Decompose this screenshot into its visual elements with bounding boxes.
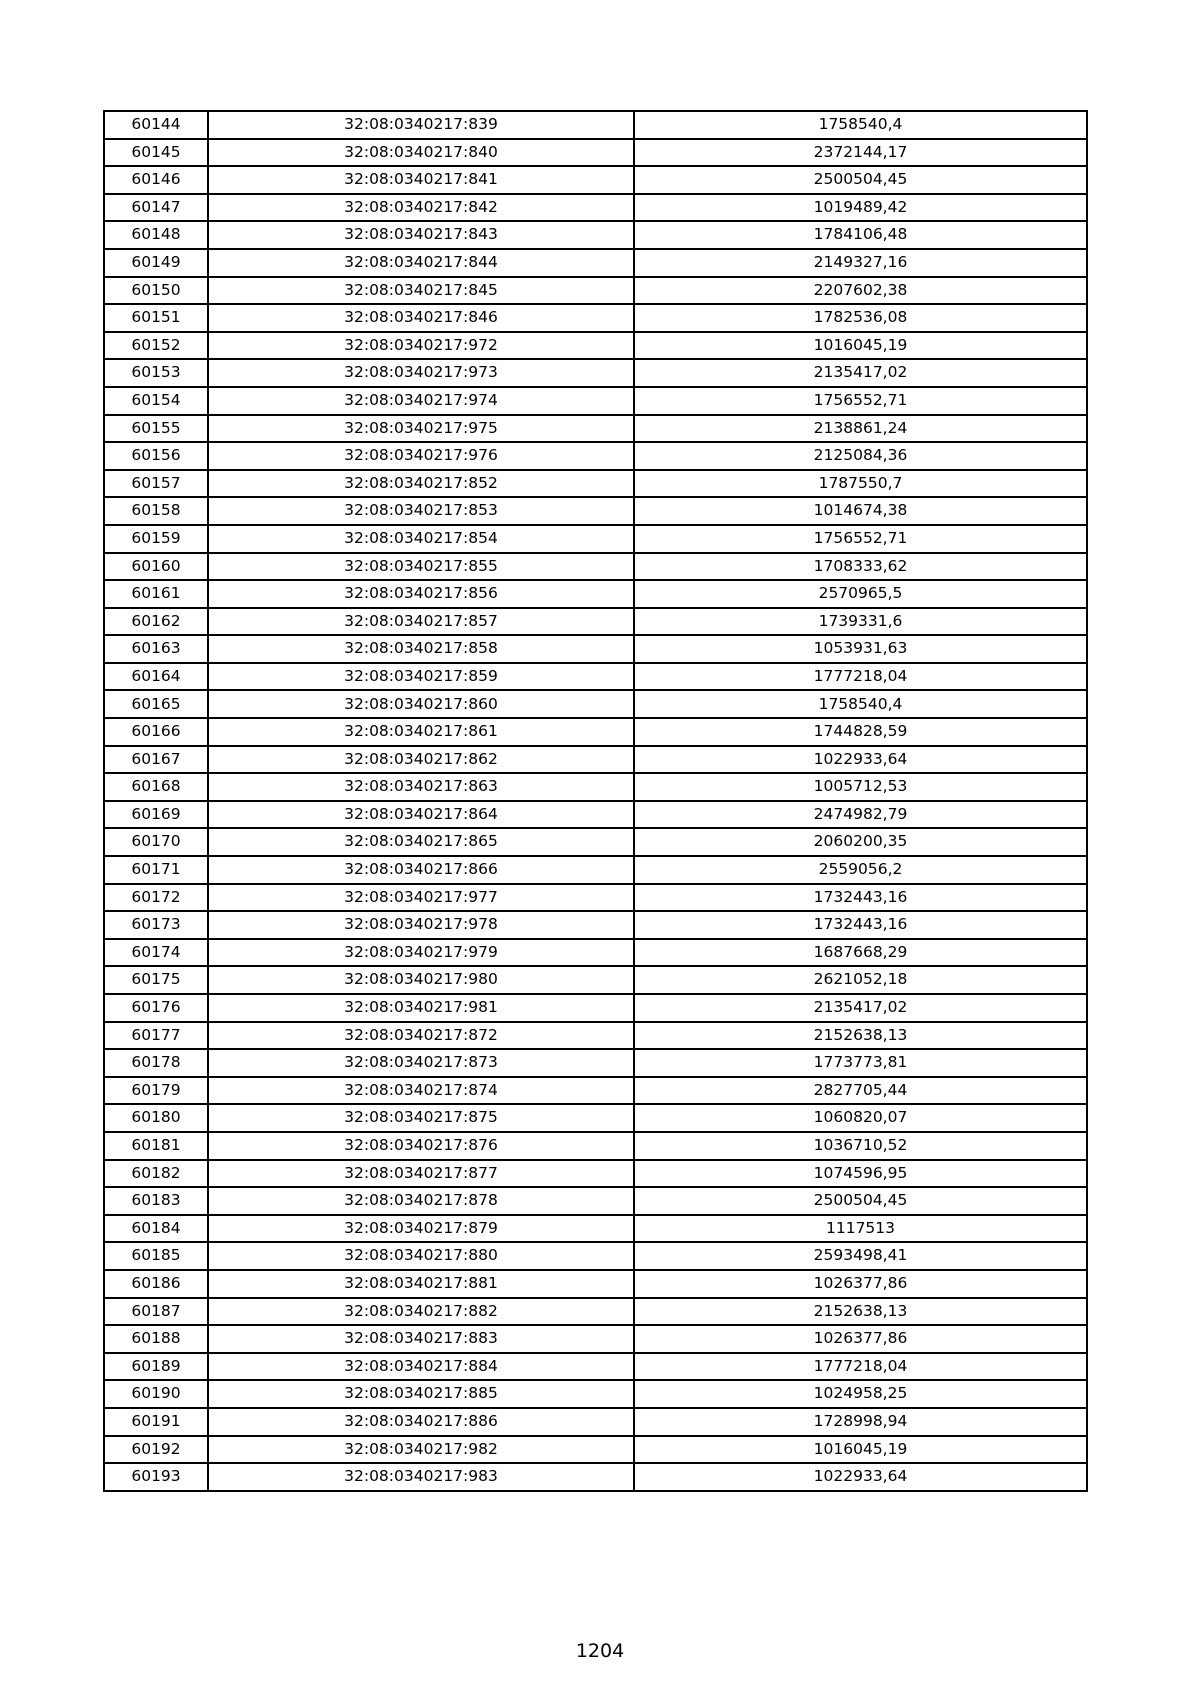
row-number-cell: 60193 [104, 1463, 208, 1491]
table-row [104, 415, 1087, 443]
row-number-cell: 60151 [104, 304, 208, 332]
cadastral-value-cell: 1732443,16 [634, 884, 1087, 912]
cadastral-number-cell: 32:08:0340217:978 [208, 911, 634, 939]
cadastral-value-cell: 2060200,35 [634, 828, 1087, 856]
cadastral-number-cell: 32:08:0340217:881 [208, 1270, 634, 1298]
cadastral-number-cell: 32:08:0340217:860 [208, 690, 634, 718]
table-row [104, 1380, 1087, 1408]
row-number-cell: 60173 [104, 911, 208, 939]
cadastral-number-cell: 32:08:0340217:972 [208, 332, 634, 360]
cadastral-number-cell: 32:08:0340217:876 [208, 1132, 634, 1160]
row-number-cell: 60188 [104, 1325, 208, 1353]
cadastral-number-cell: 32:08:0340217:855 [208, 553, 634, 581]
row-number-cell: 60182 [104, 1160, 208, 1188]
row-number-cell: 60192 [104, 1436, 208, 1464]
row-number-cell: 60169 [104, 801, 208, 829]
row-number-cell: 60161 [104, 580, 208, 608]
cadastral-number-cell: 32:08:0340217:866 [208, 856, 634, 884]
cadastral-value-cell: 2474982,79 [634, 801, 1087, 829]
cadastral-number-cell: 32:08:0340217:884 [208, 1353, 634, 1381]
cadastral-number-cell: 32:08:0340217:880 [208, 1242, 634, 1270]
cadastral-value-cell: 1739331,6 [634, 608, 1087, 636]
table-row [104, 966, 1087, 994]
cadastral-value-table [103, 110, 1088, 1492]
row-number-cell: 60147 [104, 194, 208, 222]
cadastral-number-cell: 32:08:0340217:857 [208, 608, 634, 636]
table-row [104, 994, 1087, 1022]
cadastral-value-cell: 1756552,71 [634, 525, 1087, 553]
table-row [104, 1298, 1087, 1326]
cadastral-value-cell: 2135417,02 [634, 359, 1087, 387]
table-row [104, 1325, 1087, 1353]
cadastral-number-cell: 32:08:0340217:878 [208, 1187, 634, 1215]
cadastral-number-cell: 32:08:0340217:885 [208, 1380, 634, 1408]
cadastral-number-cell: 32:08:0340217:873 [208, 1049, 634, 1077]
cadastral-value-cell: 2152638,13 [634, 1022, 1087, 1050]
cadastral-value-cell: 1022933,64 [634, 1463, 1087, 1491]
table-row [104, 387, 1087, 415]
cadastral-value-cell: 2621052,18 [634, 966, 1087, 994]
row-number-cell: 60149 [104, 249, 208, 277]
cadastral-value-cell: 1773773,81 [634, 1049, 1087, 1077]
table-row [104, 828, 1087, 856]
cadastral-number-cell: 32:08:0340217:973 [208, 359, 634, 387]
cadastral-number-cell: 32:08:0340217:846 [208, 304, 634, 332]
cadastral-number-cell: 32:08:0340217:854 [208, 525, 634, 553]
row-number-cell: 60155 [104, 415, 208, 443]
cadastral-value-cell: 1708333,62 [634, 553, 1087, 581]
cadastral-value-cell: 1014674,38 [634, 497, 1087, 525]
cadastral-value-cell: 2125084,36 [634, 442, 1087, 470]
row-number-cell: 60158 [104, 497, 208, 525]
table-row [104, 635, 1087, 663]
cadastral-number-cell: 32:08:0340217:843 [208, 221, 634, 249]
table-row [104, 939, 1087, 967]
row-number-cell: 60175 [104, 966, 208, 994]
row-number-cell: 60187 [104, 1298, 208, 1326]
row-number-cell: 60153 [104, 359, 208, 387]
table-row [104, 553, 1087, 581]
row-number-cell: 60181 [104, 1132, 208, 1160]
table-row [104, 1242, 1087, 1270]
table-row [104, 1353, 1087, 1381]
cadastral-value-cell: 1005712,53 [634, 773, 1087, 801]
table-row [104, 1104, 1087, 1132]
cadastral-number-cell: 32:08:0340217:874 [208, 1077, 634, 1105]
table-row [104, 139, 1087, 167]
cadastral-number-cell: 32:08:0340217:842 [208, 194, 634, 222]
cadastral-number-cell: 32:08:0340217:975 [208, 415, 634, 443]
cadastral-value-cell: 1687668,29 [634, 939, 1087, 967]
cadastral-number-cell: 32:08:0340217:859 [208, 663, 634, 691]
cadastral-number-cell: 32:08:0340217:875 [208, 1104, 634, 1132]
cadastral-value-cell: 1756552,71 [634, 387, 1087, 415]
cadastral-value-cell: 1732443,16 [634, 911, 1087, 939]
cadastral-number-cell: 32:08:0340217:877 [208, 1160, 634, 1188]
cadastral-number-cell: 32:08:0340217:858 [208, 635, 634, 663]
row-number-cell: 60170 [104, 828, 208, 856]
table-row [104, 111, 1087, 139]
row-number-cell: 60166 [104, 718, 208, 746]
row-number-cell: 60156 [104, 442, 208, 470]
table-row [104, 690, 1087, 718]
table-row [104, 718, 1087, 746]
table-row [104, 304, 1087, 332]
row-number-cell: 60150 [104, 277, 208, 305]
table-row [104, 332, 1087, 360]
cadastral-number-cell: 32:08:0340217:983 [208, 1463, 634, 1491]
cadastral-value-cell: 1784106,48 [634, 221, 1087, 249]
table-row [104, 221, 1087, 249]
row-number-cell: 60191 [104, 1408, 208, 1436]
cadastral-value-cell: 1016045,19 [634, 1436, 1087, 1464]
cadastral-value-cell: 2559056,2 [634, 856, 1087, 884]
cadastral-value-cell: 2500504,45 [634, 166, 1087, 194]
table-row [104, 1077, 1087, 1105]
cadastral-value-cell: 1060820,07 [634, 1104, 1087, 1132]
table-body [104, 111, 1087, 1491]
cadastral-number-cell: 32:08:0340217:882 [208, 1298, 634, 1326]
cadastral-value-cell: 1026377,86 [634, 1325, 1087, 1353]
cadastral-value-cell: 2207602,38 [634, 277, 1087, 305]
cadastral-value-cell: 2138861,24 [634, 415, 1087, 443]
table-row [104, 166, 1087, 194]
cadastral-number-cell: 32:08:0340217:856 [208, 580, 634, 608]
cadastral-value-cell: 1016045,19 [634, 332, 1087, 360]
row-number-cell: 60154 [104, 387, 208, 415]
cadastral-number-cell: 32:08:0340217:980 [208, 966, 634, 994]
cadastral-number-cell: 32:08:0340217:883 [208, 1325, 634, 1353]
cadastral-value-cell: 1744828,59 [634, 718, 1087, 746]
cadastral-value-cell: 2372144,17 [634, 139, 1087, 167]
row-number-cell: 60168 [104, 773, 208, 801]
cadastral-value-cell: 1787550,7 [634, 470, 1087, 498]
cadastral-value-cell: 2570965,5 [634, 580, 1087, 608]
cadastral-number-cell: 32:08:0340217:862 [208, 746, 634, 774]
table-row [104, 359, 1087, 387]
cadastral-number-cell: 32:08:0340217:841 [208, 166, 634, 194]
cadastral-value-cell: 1019489,42 [634, 194, 1087, 222]
table-row [104, 1022, 1087, 1050]
cadastral-number-cell: 32:08:0340217:976 [208, 442, 634, 470]
row-number-cell: 60148 [104, 221, 208, 249]
row-number-cell: 60174 [104, 939, 208, 967]
cadastral-number-cell: 32:08:0340217:872 [208, 1022, 634, 1050]
cadastral-value-cell: 2500504,45 [634, 1187, 1087, 1215]
row-number-cell: 60152 [104, 332, 208, 360]
cadastral-value-cell: 2149327,16 [634, 249, 1087, 277]
row-number-cell: 60185 [104, 1242, 208, 1270]
table-row [104, 1215, 1087, 1243]
row-number-cell: 60177 [104, 1022, 208, 1050]
table-row [104, 277, 1087, 305]
table-row [104, 746, 1087, 774]
cadastral-number-cell: 32:08:0340217:979 [208, 939, 634, 967]
row-number-cell: 60179 [104, 1077, 208, 1105]
table-row [104, 663, 1087, 691]
cadastral-value-cell: 1036710,52 [634, 1132, 1087, 1160]
cadastral-value-cell: 2593498,41 [634, 1242, 1087, 1270]
cadastral-value-cell: 1024958,25 [634, 1380, 1087, 1408]
row-number-cell: 60144 [104, 111, 208, 139]
table-row [104, 1408, 1087, 1436]
cadastral-number-cell: 32:08:0340217:845 [208, 277, 634, 305]
table-row [104, 1270, 1087, 1298]
cadastral-number-cell: 32:08:0340217:861 [208, 718, 634, 746]
row-number-cell: 60162 [104, 608, 208, 636]
cadastral-value-cell: 1117513 [634, 1215, 1087, 1243]
cadastral-value-cell: 1758540,4 [634, 111, 1087, 139]
cadastral-value-cell: 1022933,64 [634, 746, 1087, 774]
cadastral-value-cell: 2152638,13 [634, 1298, 1087, 1326]
table-row [104, 773, 1087, 801]
row-number-cell: 60146 [104, 166, 208, 194]
cadastral-value-cell: 1782536,08 [634, 304, 1087, 332]
row-number-cell: 60176 [104, 994, 208, 1022]
row-number-cell: 60186 [104, 1270, 208, 1298]
cadastral-number-cell: 32:08:0340217:852 [208, 470, 634, 498]
table-row [104, 497, 1087, 525]
row-number-cell: 60184 [104, 1215, 208, 1243]
cadastral-number-cell: 32:08:0340217:865 [208, 828, 634, 856]
row-number-cell: 60164 [104, 663, 208, 691]
cadastral-number-cell: 32:08:0340217:886 [208, 1408, 634, 1436]
cadastral-number-cell: 32:08:0340217:981 [208, 994, 634, 1022]
row-number-cell: 60190 [104, 1380, 208, 1408]
cadastral-value-cell: 1777218,04 [634, 663, 1087, 691]
table-row [104, 1463, 1087, 1491]
cadastral-value-cell: 1758540,4 [634, 690, 1087, 718]
table-row [104, 525, 1087, 553]
cadastral-number-cell: 32:08:0340217:982 [208, 1436, 634, 1464]
cadastral-number-cell: 32:08:0340217:853 [208, 497, 634, 525]
table-row [104, 580, 1087, 608]
cadastral-number-cell: 32:08:0340217:864 [208, 801, 634, 829]
row-number-cell: 60165 [104, 690, 208, 718]
cadastral-number-cell: 32:08:0340217:974 [208, 387, 634, 415]
row-number-cell: 60145 [104, 139, 208, 167]
table-row [104, 442, 1087, 470]
cadastral-number-cell: 32:08:0340217:863 [208, 773, 634, 801]
page-number: 1204 [575, 1640, 625, 1662]
cadastral-number-cell: 32:08:0340217:977 [208, 884, 634, 912]
row-number-cell: 60163 [104, 635, 208, 663]
row-number-cell: 60189 [104, 1353, 208, 1381]
table-row [104, 856, 1087, 884]
row-number-cell: 60160 [104, 553, 208, 581]
cadastral-value-cell: 1053931,63 [634, 635, 1087, 663]
row-number-cell: 60183 [104, 1187, 208, 1215]
table-row [104, 1132, 1087, 1160]
row-number-cell: 60178 [104, 1049, 208, 1077]
row-number-cell: 60180 [104, 1104, 208, 1132]
cadastral-value-cell: 1728998,94 [634, 1408, 1087, 1436]
cadastral-value-cell: 2827705,44 [634, 1077, 1087, 1105]
table-row [104, 1049, 1087, 1077]
row-number-cell: 60157 [104, 470, 208, 498]
cadastral-value-cell: 2135417,02 [634, 994, 1087, 1022]
row-number-cell: 60167 [104, 746, 208, 774]
row-number-cell: 60171 [104, 856, 208, 884]
cadastral-value-cell: 1026377,86 [634, 1270, 1087, 1298]
cadastral-number-cell: 32:08:0340217:844 [208, 249, 634, 277]
table-row [104, 801, 1087, 829]
table-row [104, 608, 1087, 636]
table-row [104, 1187, 1087, 1215]
table-row [104, 1160, 1087, 1188]
table-row [104, 911, 1087, 939]
cadastral-number-cell: 32:08:0340217:840 [208, 139, 634, 167]
cadastral-number-cell: 32:08:0340217:879 [208, 1215, 634, 1243]
table-row [104, 884, 1087, 912]
table-row [104, 470, 1087, 498]
table-row [104, 194, 1087, 222]
row-number-cell: 60159 [104, 525, 208, 553]
cadastral-number-cell: 32:08:0340217:839 [208, 111, 634, 139]
table-row [104, 1436, 1087, 1464]
cadastral-value-cell: 1777218,04 [634, 1353, 1087, 1381]
row-number-cell: 60172 [104, 884, 208, 912]
table-row [104, 249, 1087, 277]
cadastral-value-cell: 1074596,95 [634, 1160, 1087, 1188]
